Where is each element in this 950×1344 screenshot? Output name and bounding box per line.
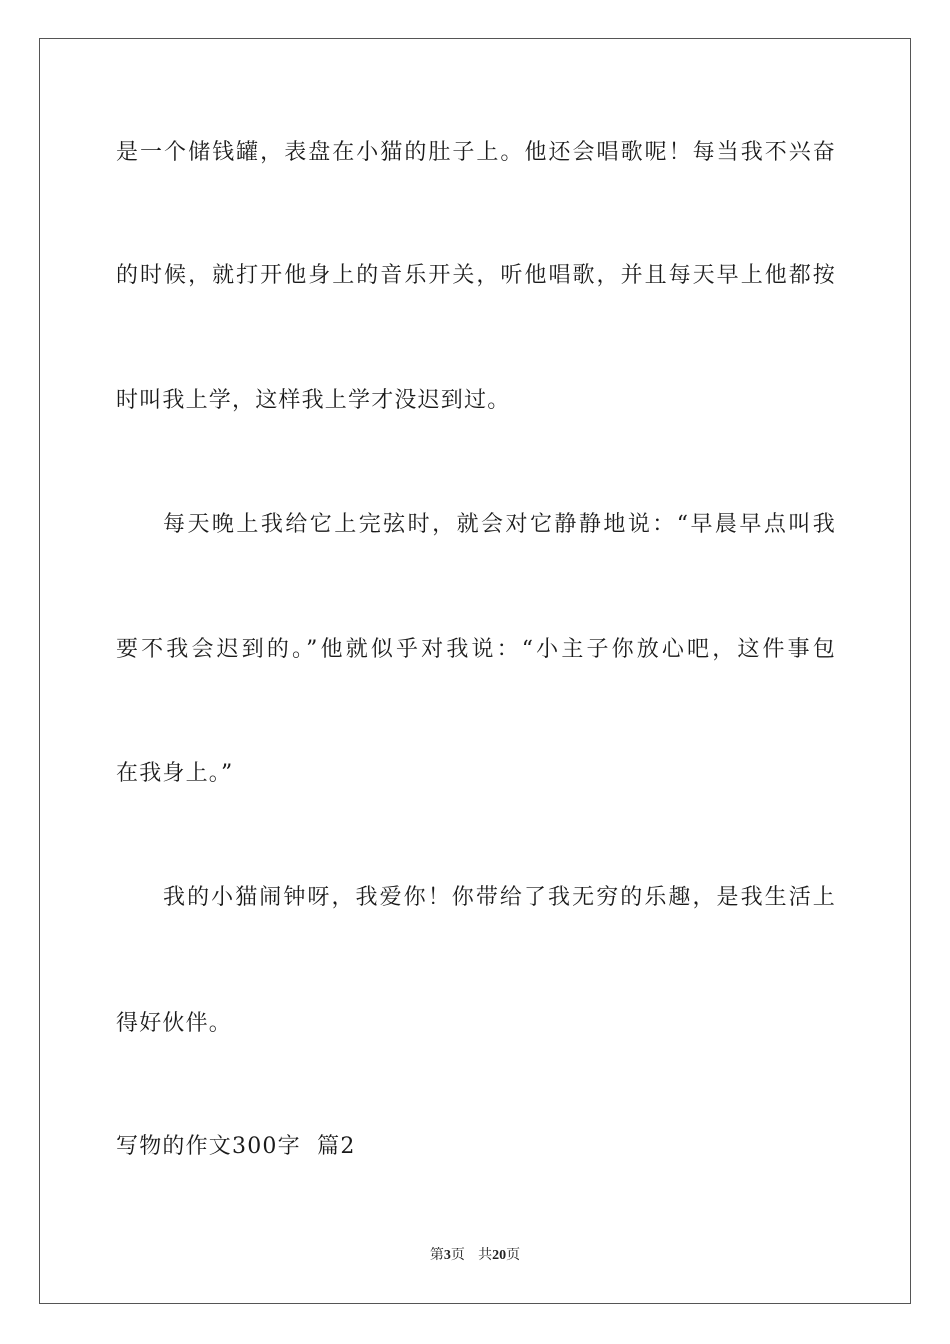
text-line: 要不我会迟到的。”他就似乎对我说：“小主子你放心吧，这件事包 [116,637,836,662]
footer-suffix: 页 [506,1247,521,1263]
footer-prefix: 第 [429,1247,444,1263]
page-border [39,38,911,1304]
paragraph-first-line: 我的小猫闹钟呀，我爱你！你带给了我无穷的乐趣，是我生活上 [163,885,836,910]
current-page-number: 3 [443,1248,451,1263]
paragraph-first-line: 每天晚上我给它上完弦时，就会对它静静地说：“早晨早点叫我 [163,512,836,537]
text-line: 得好伙伴。 [116,1011,233,1036]
page-footer [0,1245,950,1266]
text-line: 是一个储钱罐，表盘在小猫的肚子上。他还会唱歌呢！每当我不兴奋 [116,140,836,165]
section-heading: 写物的作文300字 篇2 [116,1134,356,1159]
text-line: 在我身上。” [116,761,234,786]
text-line: 的时候，就打开他身上的音乐开关，听他唱歌，并且每天早上他都按 [116,263,836,288]
text-line: 时叫我上学，这样我上学才没迟到过。 [116,388,511,413]
total-page-count: 20 [492,1248,507,1263]
footer-middle: 页 共 [450,1247,493,1263]
